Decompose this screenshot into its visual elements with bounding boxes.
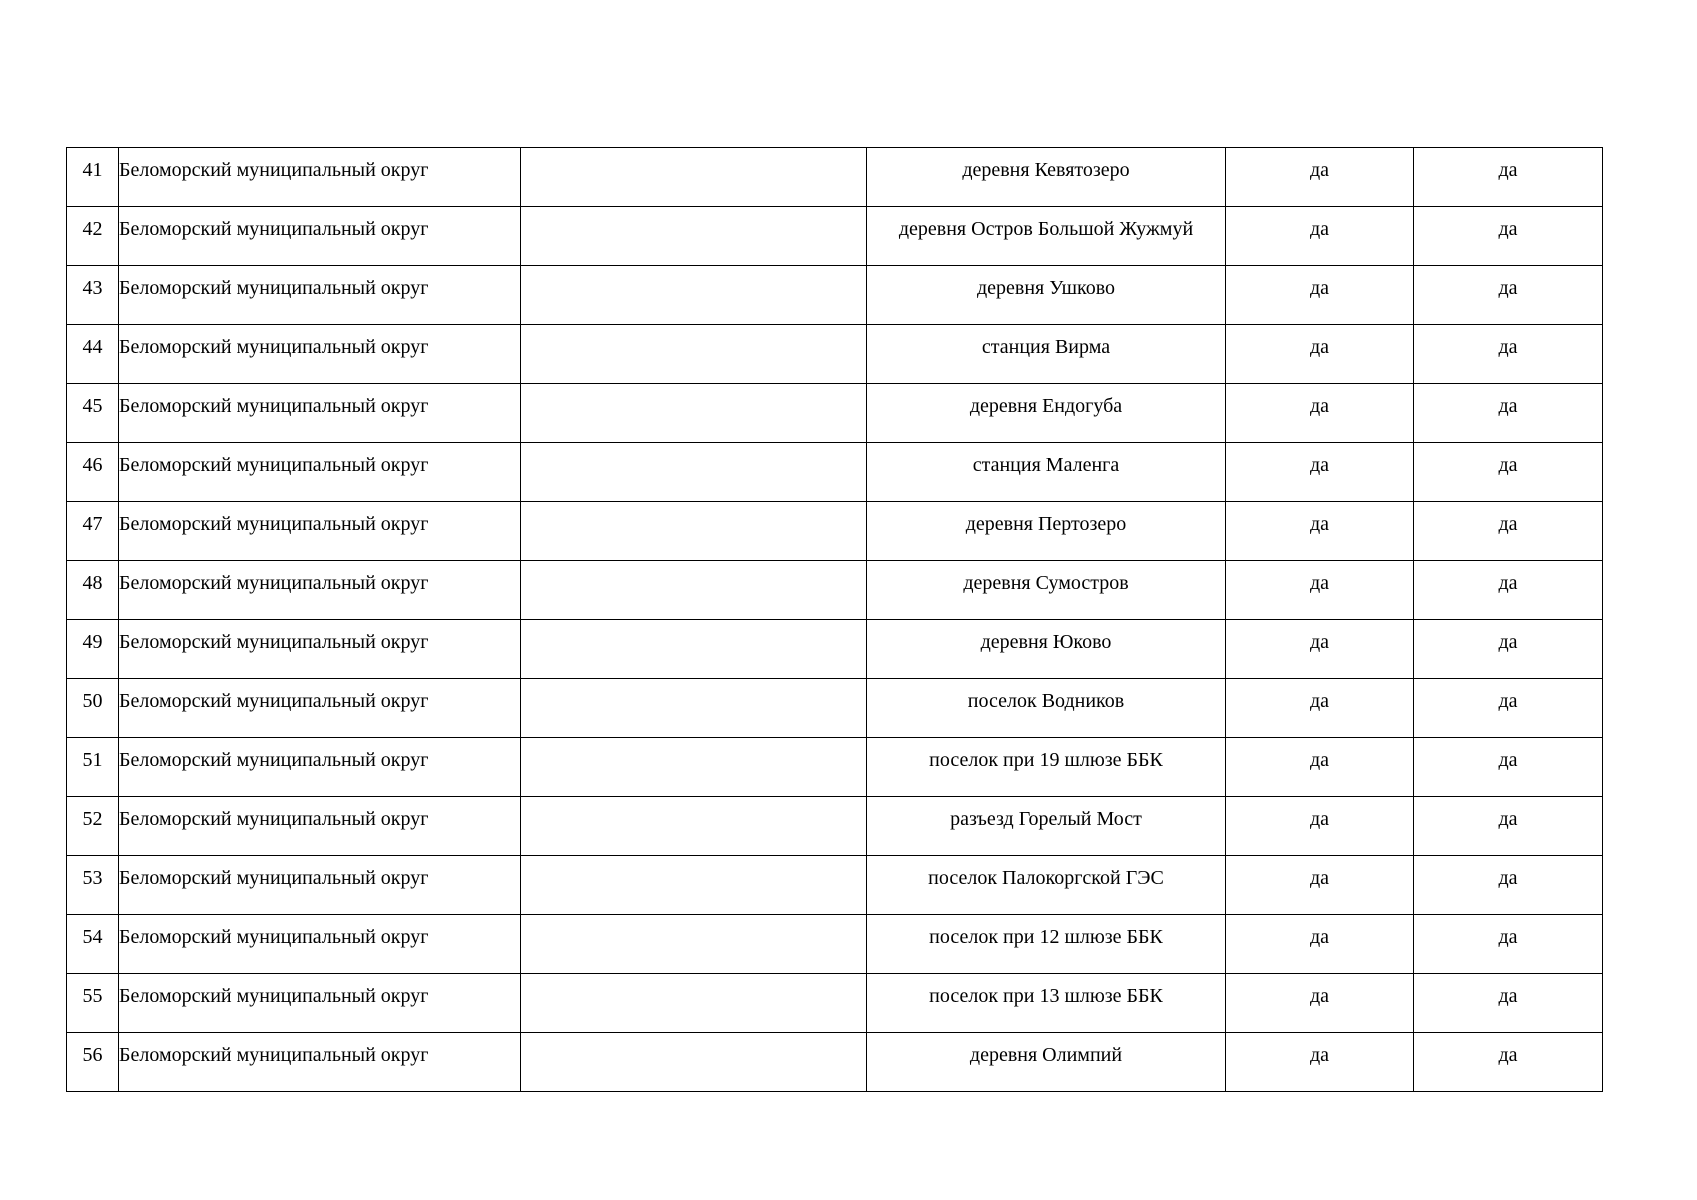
okrug-cell: [119, 974, 521, 1033]
yes-cell-2: [1414, 207, 1603, 266]
okrug-cell: [119, 1033, 521, 1092]
yes-value-1: да: [1309, 454, 1330, 476]
row-number: 55: [82, 985, 103, 1007]
settlement-cell: [867, 266, 1226, 325]
table-row: [67, 620, 1603, 679]
yes-cell-2: [1414, 915, 1603, 974]
yes-cell-2: [1414, 974, 1603, 1033]
okrug-cell: [119, 738, 521, 797]
yes-cell-2: [1414, 384, 1603, 443]
row-number-cell: [67, 443, 119, 502]
empty-cell-text: [521, 266, 866, 278]
yes-value-2: да: [1498, 395, 1518, 417]
row-number-cell: [67, 797, 119, 856]
row-number: 52: [82, 808, 103, 830]
yes-cell-1: [1226, 148, 1414, 207]
row-number: 43: [82, 277, 103, 299]
yes-value-1: да: [1309, 159, 1330, 181]
yes-cell-1: [1226, 915, 1414, 974]
settlement-cell: [867, 207, 1226, 266]
yes-cell-1: [1226, 1033, 1414, 1092]
settlement-cell: [867, 502, 1226, 561]
empty-cell: [521, 974, 867, 1033]
table-body: [67, 148, 1603, 1092]
empty-cell: [521, 443, 867, 502]
yes-value-2: да: [1498, 985, 1518, 1007]
row-number-cell: [67, 148, 119, 207]
yes-cell-1: [1226, 561, 1414, 620]
table-row: [67, 266, 1603, 325]
settlement-cell: [867, 443, 1226, 502]
row-number: 47: [82, 513, 103, 535]
okrug-name: Беломорский муниципальный округ: [119, 572, 429, 594]
yes-cell-1: [1226, 856, 1414, 915]
empty-cell: [521, 148, 867, 207]
yes-cell-2: [1414, 325, 1603, 384]
settlement-cell: [867, 1033, 1226, 1092]
yes-value-2: да: [1498, 159, 1518, 181]
settlement-name: деревня Олимпий: [969, 1044, 1123, 1066]
yes-cell-1: [1226, 974, 1414, 1033]
settlement-name: поселок при 19 шлюзе ББК: [929, 749, 1163, 771]
empty-cell-text: [521, 384, 866, 396]
yes-cell-2: [1414, 148, 1603, 207]
empty-cell: [521, 207, 867, 266]
settlement-name: деревня Юково: [980, 631, 1112, 653]
yes-cell-1: [1226, 325, 1414, 384]
empty-cell: [521, 679, 867, 738]
yes-value-2: да: [1498, 513, 1518, 535]
table-row: [67, 679, 1603, 738]
empty-cell-text: [521, 620, 866, 632]
empty-cell-text: [521, 207, 866, 219]
yes-cell-2: [1414, 797, 1603, 856]
row-number-cell: [67, 502, 119, 561]
row-number: 49: [82, 631, 103, 653]
row-number-cell: [67, 974, 119, 1033]
table-row: [67, 384, 1603, 443]
empty-cell: [521, 1033, 867, 1092]
okrug-name: Беломорский муниципальный округ: [119, 277, 429, 299]
empty-cell-text: [521, 325, 866, 337]
settlement-name: поселок Палокоргской ГЭС: [928, 867, 1164, 889]
settlement-cell: [867, 915, 1226, 974]
empty-cell-text: [521, 679, 866, 691]
empty-cell-text: [521, 148, 866, 160]
yes-cell-2: [1414, 1033, 1603, 1092]
okrug-name: Беломорский муниципальный округ: [119, 218, 429, 240]
okrug-cell: [119, 620, 521, 679]
yes-cell-1: [1226, 738, 1414, 797]
row-number: 46: [82, 454, 103, 476]
row-number-cell: [67, 620, 119, 679]
okrug-cell: [119, 207, 521, 266]
yes-cell-1: [1226, 266, 1414, 325]
empty-cell: [521, 856, 867, 915]
yes-value-1: да: [1309, 513, 1330, 535]
table-row: [67, 738, 1603, 797]
row-number: 44: [82, 336, 103, 358]
settlement-cell: [867, 325, 1226, 384]
yes-value-1: да: [1309, 395, 1330, 417]
okrug-name: Беломорский муниципальный округ: [119, 867, 429, 889]
okrug-name: Беломорский муниципальный округ: [119, 159, 429, 181]
settlement-name: станция Вирма: [981, 336, 1111, 358]
settlement-cell: [867, 856, 1226, 915]
row-number: 41: [82, 159, 103, 181]
yes-cell-1: [1226, 620, 1414, 679]
yes-cell-2: [1414, 738, 1603, 797]
settlement-name: деревня Пертозеро: [965, 513, 1127, 535]
table-row: [67, 915, 1603, 974]
yes-value-1: да: [1309, 631, 1330, 653]
row-number: 42: [82, 218, 103, 240]
okrug-cell: [119, 148, 521, 207]
yes-value-2: да: [1498, 277, 1518, 299]
row-number: 50: [82, 690, 103, 712]
yes-cell-1: [1226, 502, 1414, 561]
settlement-cell: [867, 561, 1226, 620]
yes-cell-1: [1226, 443, 1414, 502]
empty-cell: [521, 738, 867, 797]
settlements-table: [66, 147, 1603, 1092]
yes-cell-2: [1414, 561, 1603, 620]
yes-value-1: да: [1309, 867, 1330, 889]
settlement-cell: [867, 384, 1226, 443]
yes-cell-2: [1414, 620, 1603, 679]
okrug-cell: [119, 561, 521, 620]
table-row: [67, 1033, 1603, 1092]
okrug-name: Беломорский муниципальный округ: [119, 690, 429, 712]
row-number: 48: [82, 572, 103, 594]
yes-value-1: да: [1309, 690, 1330, 712]
table-row: [67, 797, 1603, 856]
settlement-cell: [867, 148, 1226, 207]
empty-cell: [521, 266, 867, 325]
empty-cell-text: [521, 1033, 866, 1045]
yes-value-2: да: [1498, 808, 1518, 830]
row-number-cell: [67, 738, 119, 797]
yes-value-2: да: [1498, 336, 1518, 358]
yes-value-1: да: [1309, 985, 1330, 1007]
yes-value-1: да: [1309, 336, 1330, 358]
okrug-name: Беломорский муниципальный округ: [119, 513, 429, 535]
table-row: [67, 502, 1603, 561]
yes-value-2: да: [1498, 749, 1518, 771]
settlement-cell: [867, 679, 1226, 738]
yes-cell-2: [1414, 856, 1603, 915]
settlement-name: станция Маленга: [972, 454, 1120, 476]
table-row: [67, 856, 1603, 915]
yes-value-2: да: [1498, 926, 1518, 948]
settlement-name: деревня Кевятозеро: [962, 159, 1130, 181]
okrug-cell: [119, 679, 521, 738]
settlement-name: деревня Остров Большой Жужмуй: [898, 218, 1194, 240]
table-row: [67, 561, 1603, 620]
empty-cell-text: [521, 502, 866, 514]
okrug-cell: [119, 325, 521, 384]
yes-value-2: да: [1498, 631, 1518, 653]
empty-cell: [521, 384, 867, 443]
empty-cell: [521, 502, 867, 561]
empty-cell-text: [521, 561, 866, 573]
empty-cell: [521, 620, 867, 679]
empty-cell-text: [521, 915, 866, 927]
yes-cell-2: [1414, 502, 1603, 561]
row-number-cell: [67, 384, 119, 443]
empty-cell-text: [521, 856, 866, 868]
yes-cell-2: [1414, 443, 1603, 502]
settlement-name: разъезд Горелый Мост: [950, 808, 1142, 830]
yes-value-1: да: [1309, 1044, 1330, 1066]
row-number: 51: [82, 749, 103, 771]
yes-cell-1: [1226, 797, 1414, 856]
yes-value-1: да: [1309, 277, 1330, 299]
row-number-cell: [67, 856, 119, 915]
yes-cell-2: [1414, 679, 1603, 738]
okrug-cell: [119, 502, 521, 561]
yes-cell-2: [1414, 266, 1603, 325]
settlement-name: поселок при 13 шлюзе ББК: [929, 985, 1163, 1007]
okrug-name: Беломорский муниципальный округ: [119, 454, 429, 476]
row-number: 54: [82, 926, 103, 948]
empty-cell: [521, 797, 867, 856]
settlement-cell: [867, 797, 1226, 856]
okrug-name: Беломорский муниципальный округ: [119, 631, 429, 653]
okrug-cell: [119, 915, 521, 974]
row-number-cell: [67, 325, 119, 384]
okrug-cell: [119, 443, 521, 502]
okrug-name: Беломорский муниципальный округ: [119, 749, 429, 771]
okrug-name: Беломорский муниципальный округ: [119, 985, 429, 1007]
yes-value-2: да: [1498, 690, 1518, 712]
empty-cell-text: [521, 738, 866, 750]
yes-value-1: да: [1309, 572, 1330, 594]
empty-cell: [521, 325, 867, 384]
yes-cell-1: [1226, 679, 1414, 738]
yes-value-1: да: [1309, 749, 1330, 771]
okrug-cell: [119, 797, 521, 856]
yes-value-1: да: [1309, 926, 1330, 948]
row-number-cell: [67, 1033, 119, 1092]
okrug-name: Беломорский муниципальный округ: [119, 808, 429, 830]
yes-value-2: да: [1498, 867, 1518, 889]
yes-value-1: да: [1309, 218, 1330, 240]
row-number-cell: [67, 266, 119, 325]
yes-value-2: да: [1498, 572, 1518, 594]
row-number-cell: [67, 561, 119, 620]
okrug-cell: [119, 856, 521, 915]
yes-cell-1: [1226, 207, 1414, 266]
settlement-cell: [867, 738, 1226, 797]
row-number-cell: [67, 207, 119, 266]
empty-cell-text: [521, 443, 866, 455]
row-number: 45: [82, 395, 103, 417]
yes-value-2: да: [1498, 454, 1518, 476]
empty-cell: [521, 915, 867, 974]
table-row: [67, 148, 1603, 207]
row-number-cell: [67, 679, 119, 738]
row-number: 53: [82, 867, 103, 889]
okrug-cell: [119, 384, 521, 443]
settlement-name: поселок при 12 шлюзе ББК: [929, 926, 1163, 948]
empty-cell: [521, 561, 867, 620]
empty-cell-text: [521, 797, 866, 809]
settlement-name: деревня Ушково: [976, 277, 1116, 299]
settlement-cell: [867, 974, 1226, 1033]
yes-cell-1: [1226, 384, 1414, 443]
row-number: 56: [82, 1044, 103, 1066]
settlement-name: деревня Ендогуба: [969, 395, 1123, 417]
okrug-cell: [119, 266, 521, 325]
okrug-name: Беломорский муниципальный округ: [119, 395, 429, 417]
okrug-name: Беломорский муниципальный округ: [119, 926, 429, 948]
table-row: [67, 974, 1603, 1033]
row-number-cell: [67, 915, 119, 974]
empty-cell-text: [521, 974, 866, 986]
yes-value-2: да: [1498, 1044, 1518, 1066]
table-row: [67, 443, 1603, 502]
okrug-name: Беломорский муниципальный округ: [119, 336, 429, 358]
settlement-name: поселок Водников: [967, 690, 1125, 712]
settlement-cell: [867, 620, 1226, 679]
settlement-name: деревня Сумостров: [963, 572, 1129, 594]
yes-value-2: да: [1498, 218, 1518, 240]
table-row: [67, 325, 1603, 384]
okrug-name: Беломорский муниципальный округ: [119, 1044, 429, 1066]
yes-value-1: да: [1309, 808, 1330, 830]
table-row: [67, 207, 1603, 266]
